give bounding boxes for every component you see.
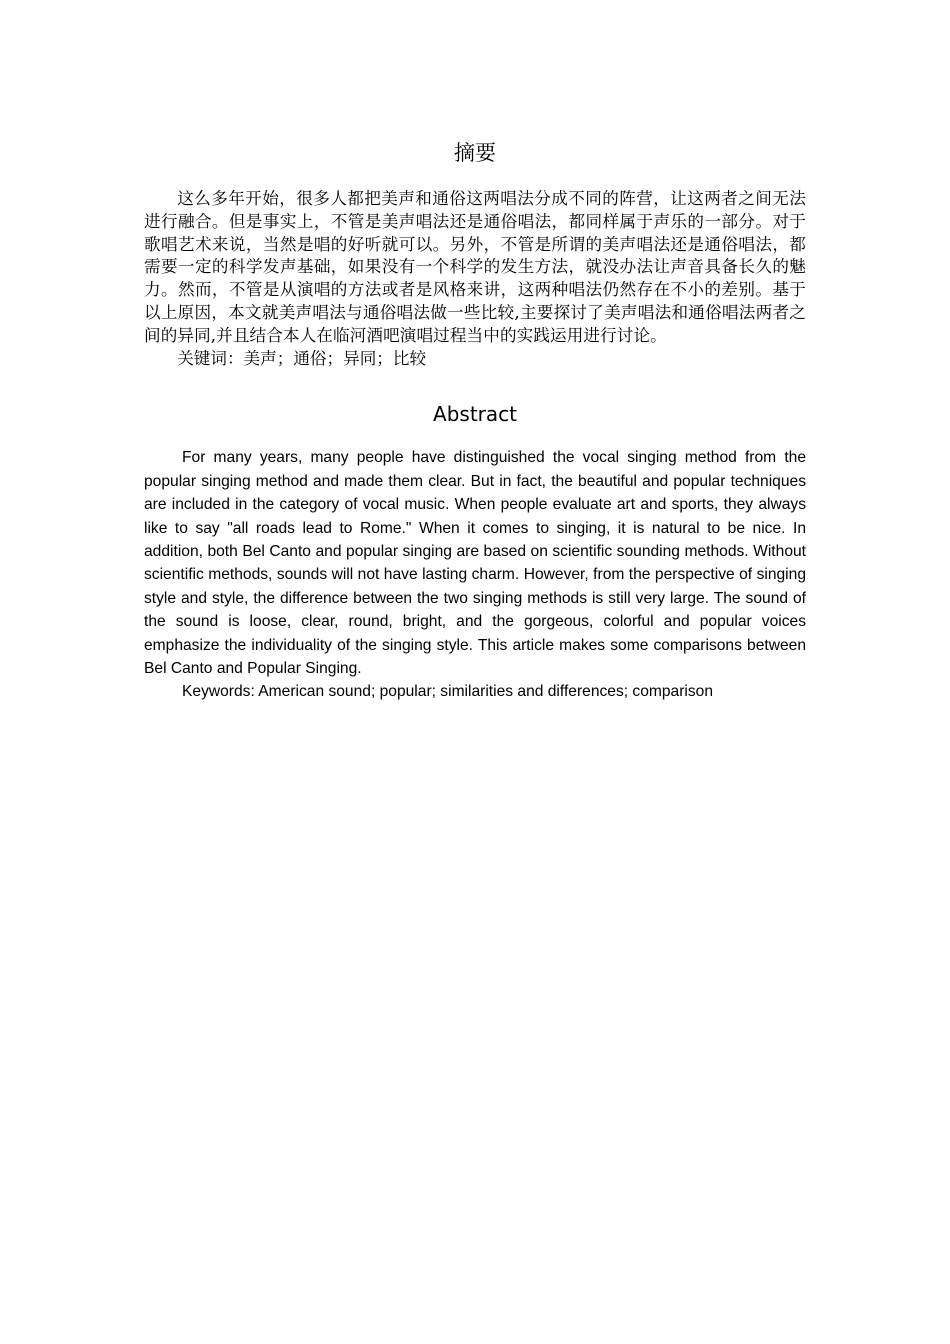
english-keywords: Keywords: American sound; popular; similarities and differences; comparison [182, 683, 714, 701]
english-abstract-title: Abstract [433, 402, 517, 427]
chinese-abstract-body: 这么多年开始，很多人都把美声和通俗这两唱法分成不同的阵营，让这两者之间无法进行融合。但是事实上，不管是美声唱法还是通俗唱法，都同样属于声乐的一部分。对于歌唱艺术来说，当然是唱的好听就可以。另外，不管是所谓的美声唱法还是通俗唱法，都需要一定的科学发声基础，如果没有一个科学的发生方法，就没办法让声音具备长久的魅力。然而，不管是从演唱的方法或者是风格来讲，这两种唱法仍然存在不小的差别。基于以上原因，本文就美声唱法与通俗唱法做一些比较,主要探讨了美声唱法和通俗唱法两者之间的异同,并且结合本人在临河酒吧演唱过程当中的实践运用进行讨论。 [144, 189, 806, 345]
chinese-keywords: 关键词：美声；通俗；异同；比较 [177, 348, 427, 368]
chinese-abstract-title: 摘要 [454, 141, 496, 165]
english-abstract-body: For many years, many people have distinguished the vocal singing method from the popular singing method and made them clear. But in fact, the beautiful and popular techniques are included in the category of vocal music. When people evaluate art and sports, they always like to say "all roads lead to Rome." When it comes to singing, it is natural to be nice. In addition, both Bel Canto and popular singing are based on scientific sounding methods. Without scientific methods, sounds will not have lasting charm. However, from the perspective of singing style and style, the difference between the two singing methods is still very large. The sound of the sound is loose, clear, round, bright, and the gorgeous, colorful and popular voices emphasize the individuality of the singing style. This article makes some comparisons between Bel Canto and Popular Singing. [144, 449, 806, 678]
abstract-content [144, 134, 806, 704]
